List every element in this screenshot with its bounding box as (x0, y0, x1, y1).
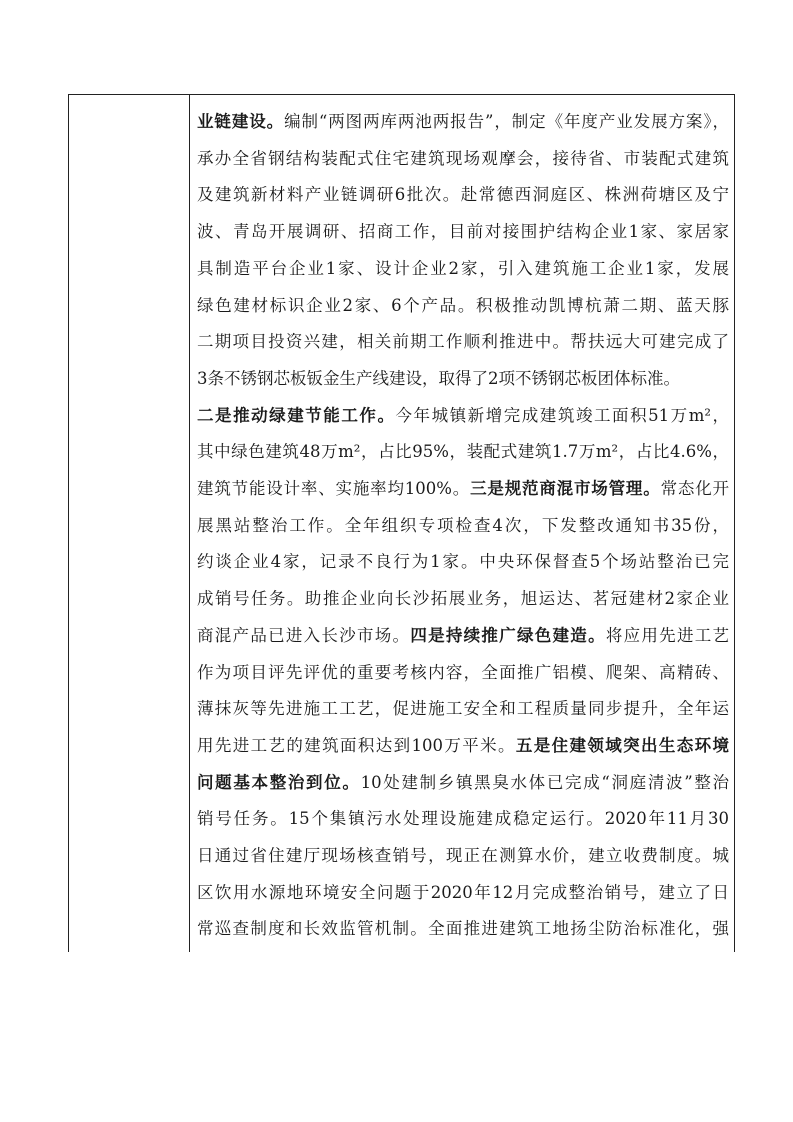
text-line (197, 765, 729, 802)
body-text: 将应用先进工艺 (605, 625, 729, 645)
body-text: 约谈企业4家，记录不良行为1家。中央环保督查5个场站整治已完 (197, 552, 729, 572)
body-text: 建筑节能设计率、实施率均100%。 (197, 479, 471, 499)
body-text: 10处建制乡镇黑臭水体已完成“洞庭清波”整治 (360, 772, 729, 792)
text-line (197, 508, 729, 545)
bold-heading-text: 问题基本整治到位。 (197, 772, 361, 792)
text-line (197, 324, 729, 361)
body-text: 作为项目评先评优的重要考核内容，全面推广铝模、爬架、高精砖、 (197, 662, 729, 682)
body-text: 绿色建材标识企业2家、6个产品。积极推动凯博杭萧二期、蓝天豚 (197, 295, 729, 315)
text-line (197, 361, 729, 398)
text-line (197, 691, 729, 728)
bold-heading-text: 三是规范商混市场管理。 (470, 479, 661, 499)
body-text: 商混产品已进入长沙市场。 (197, 625, 411, 645)
body-text: 其中绿色建筑48万m²，占比95%，装配式建筑1.7万m²，占比4.6%， (197, 442, 729, 462)
text-line (197, 471, 729, 508)
text-line (197, 398, 729, 435)
text-line (197, 104, 729, 141)
text-line (197, 434, 729, 471)
text-line (197, 655, 729, 692)
report-table (68, 94, 735, 952)
body-text: 承办全省钢结构装配式住宅建筑现场观摩会，接待省、市装配式建筑 (197, 148, 729, 168)
body-text: 成销号任务。助推企业向长沙拓展业务，旭运达、茗冠建材2家企业 (197, 589, 729, 609)
body-text: 常态化开 (660, 479, 729, 499)
text-line (197, 875, 729, 912)
body-text: 及建筑新材料产业链调研6批次。赴常德西洞庭区、株洲荷塘区及宁 (197, 185, 729, 205)
text-line (197, 288, 729, 325)
text-line (197, 728, 729, 765)
body-text: 二期项目投资兴建，相关前期工作顺利推进中。帮扶远大可建完成了 (197, 332, 729, 352)
body-text: 波、青岛开展调研、招商工作，目前对接围护结构企业1家、家居家 (197, 222, 729, 242)
text-line (197, 838, 729, 875)
text-line (197, 251, 729, 288)
table-left-cell (69, 95, 189, 952)
body-text: 展黑站整治工作。全年组织专项检查4次，下发整改通知书35份， (197, 515, 729, 535)
column-divider (189, 95, 190, 952)
text-line (197, 544, 729, 581)
text-line (197, 214, 729, 251)
bold-heading-text: 二是推动绿建节能工作。 (197, 405, 396, 425)
bold-heading-text: 五是住建领域突出生态环境 (515, 735, 729, 755)
body-text: 薄抹灰等先进施工工艺，促进施工安全和工程质量同步提升，全年运 (197, 699, 729, 719)
body-text: 3条不锈钢芯板钣金生产线建设，取得了2项不锈钢芯板团体标准。 (197, 368, 680, 388)
text-line (197, 141, 729, 178)
body-text: 今年城镇新增完成建筑竣工面积51万m²， (395, 405, 729, 425)
text-line (197, 911, 729, 948)
body-text: 区饮用水源地环境安全问题于2020年12月完成整治销号，建立了日 (197, 882, 729, 902)
text-line (197, 618, 729, 655)
body-text: 销号任务。15个集镇污水处理设施建成稳定运行。2020年11月30 (197, 809, 729, 829)
text-line (197, 177, 729, 214)
text-line (197, 801, 729, 838)
text-line (197, 581, 729, 618)
body-text: 具制造平台企业1家、设计企业2家，引入建筑施工企业1家，发展 (197, 258, 729, 278)
body-text: 编制“两图两库两池两报告”，制定《年度产业发展方案》， (284, 112, 729, 131)
body-text: 日通过省住建厅现场核查销号，现正在测算水价，建立收费制度。城 (197, 846, 729, 866)
body-text: 常巡查制度和长效监管机制。全面推进建筑工地扬尘防治标准化，强 (197, 919, 729, 939)
table-content-cell (197, 104, 729, 948)
bold-heading-text: 业链建设。 (197, 112, 285, 131)
body-text: 用先进工艺的建筑面积达到100万平米。 (197, 735, 516, 755)
bold-heading-text: 四是持续推广绿色建造。 (410, 625, 606, 645)
